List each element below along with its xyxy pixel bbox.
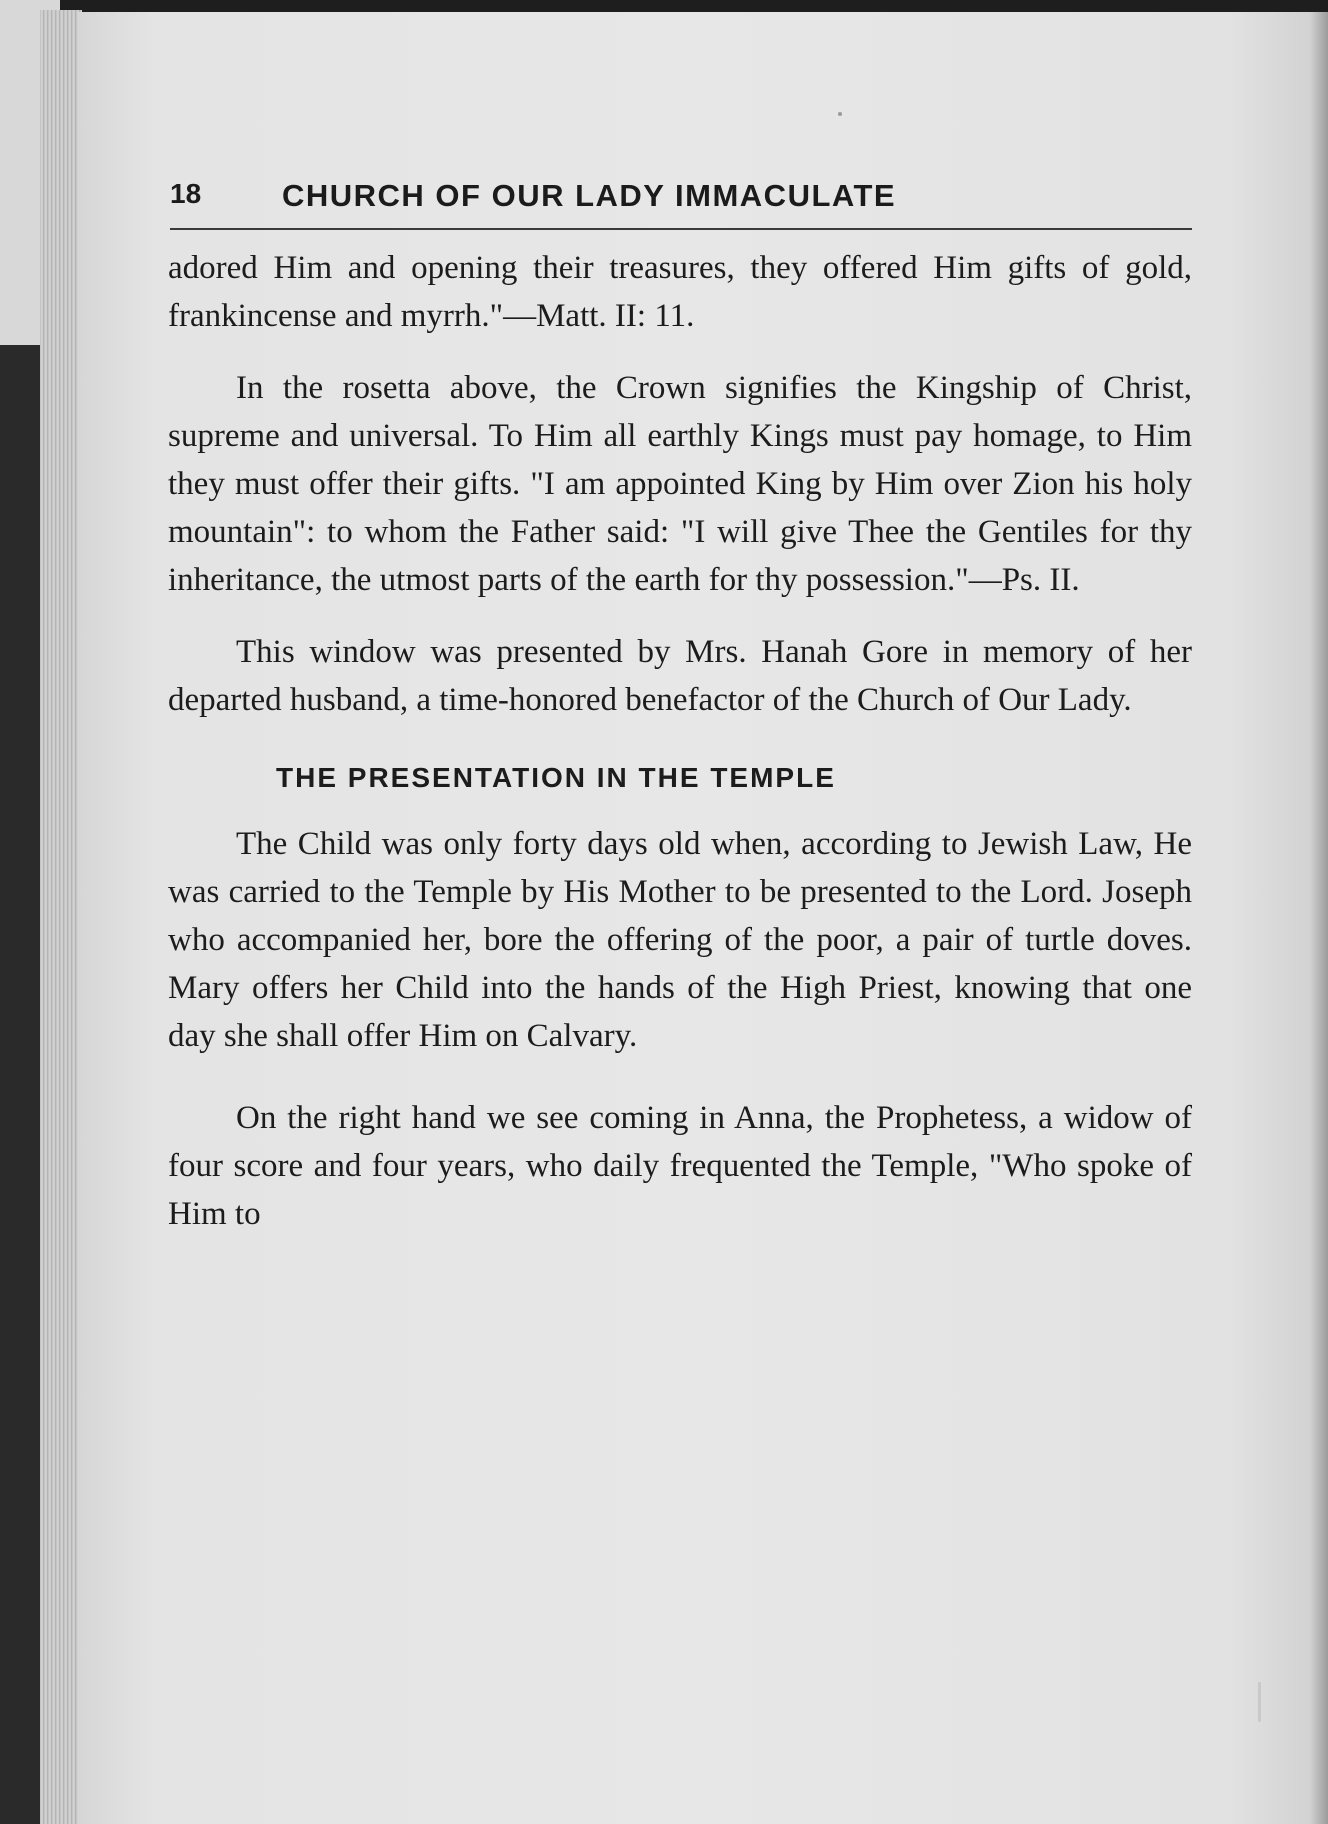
paragraph-presentation: The Child was only forty days old when, according to Jewish Law, He was carried to the Temple by His Mother to be presented to the Lord. Joseph who accompanied her, bore the offering of the poor, a pair of turtle doves. Mary offers her Child into the hands of the High Priest, knowing that one day she shall offer Him on Calvary.	[168, 826, 1192, 1054]
running-header	[170, 168, 1192, 230]
page-text	[168, 244, 1192, 1238]
paragraph-continuation: adored Him and opening their treasures, they offered Him gifts of gold, frankincense and myrrh."—Matt. II: 11.	[168, 250, 1192, 334]
page-number: 18	[170, 178, 202, 209]
section-heading: THE PRESENTATION IN THE TEMPLE	[276, 762, 836, 793]
dust-speck	[838, 112, 842, 116]
paragraph-rosetta: In the rosetta above, the Crown signifies the Kingship of Christ, supreme and universal. To Him all earthly Kings must pay homage, to Him they must offer their gifts. "I am appointed King by Him over Zion his holy mountain": to whom the Father said: "I will give Thee the Gentiles for thy inheritance, the utmost parts of the earth for thy possession."—Ps. II.	[168, 370, 1192, 598]
book-page-edge	[40, 10, 82, 1824]
running-title: CHURCH OF OUR LADY IMMACULATE	[282, 178, 897, 213]
paragraph-window-dedication: This window was presented by Mrs. Hanah Gore in memory of her departed husband, a time-honored benefactor of the Church of Our Lady.	[168, 634, 1192, 718]
paragraph-anna: On the right hand we see coming in Anna, the Prophetess, a widow of four score and four years, who daily frequented the Temple, "Who spoke of Him to	[168, 1100, 1192, 1232]
page-gutter-shadow	[1310, 12, 1328, 1824]
scratch-mark	[1258, 1682, 1261, 1722]
